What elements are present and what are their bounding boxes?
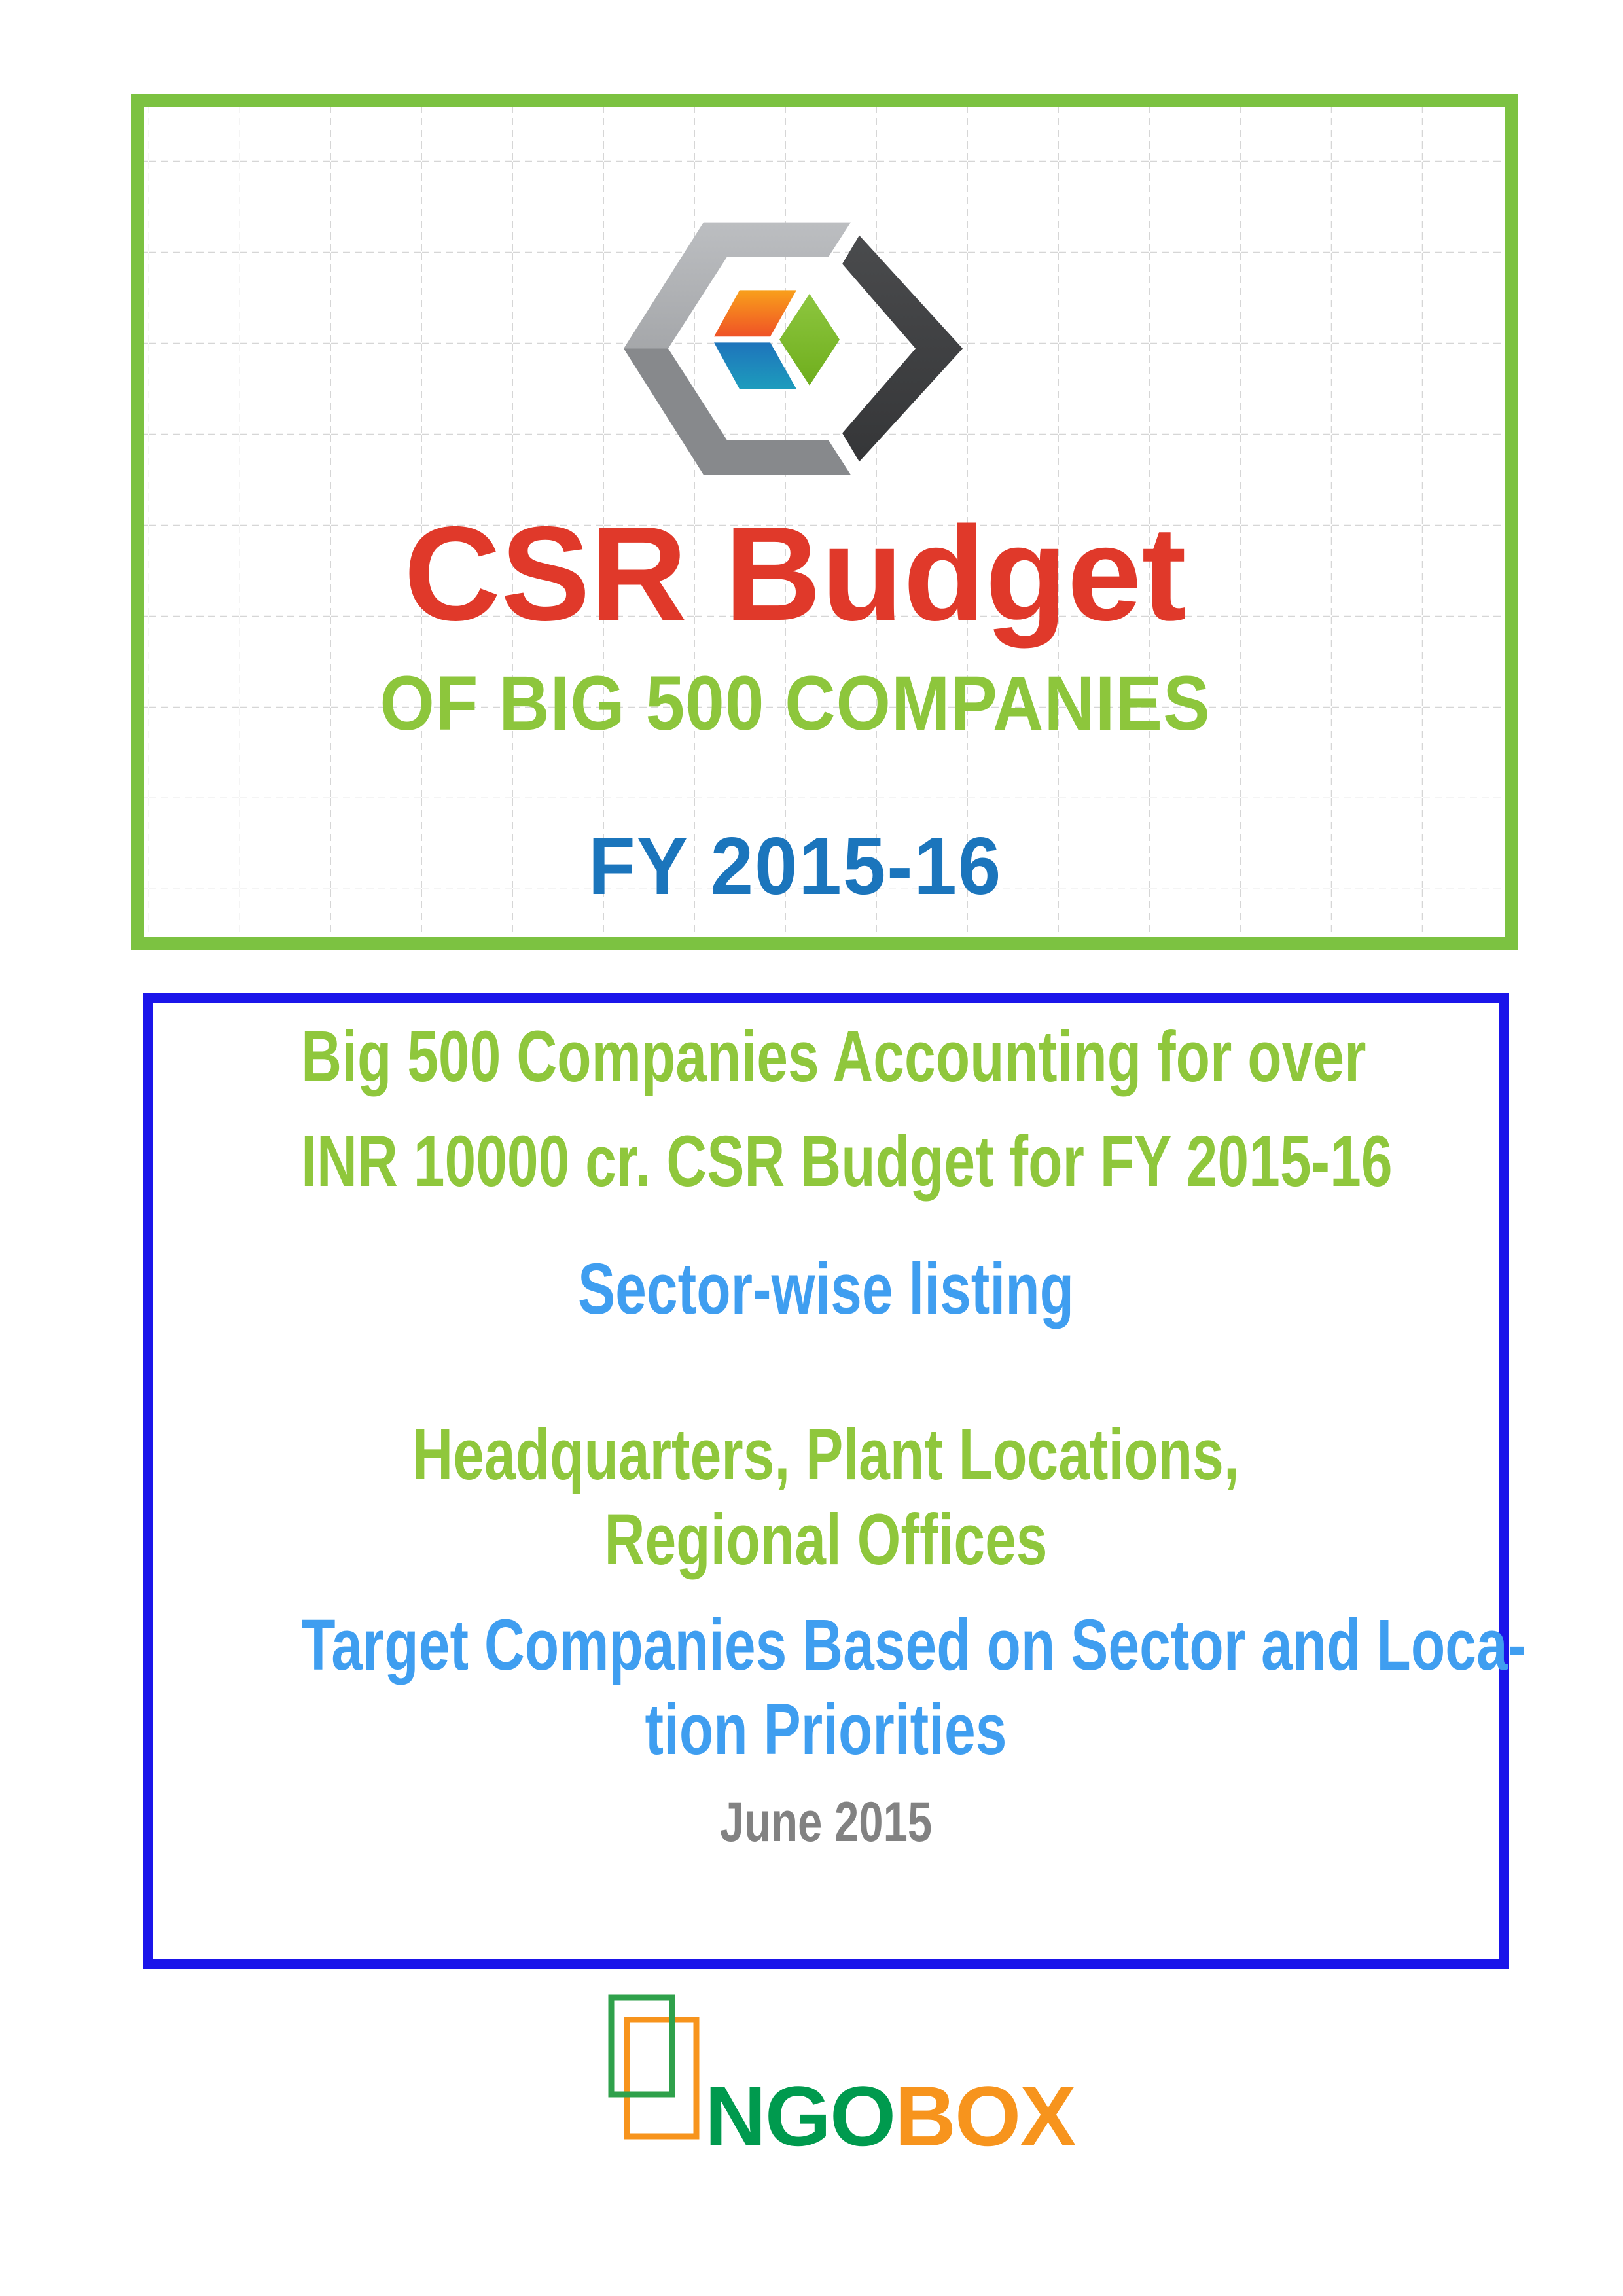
ngobox-wordmark-ngo: NGO	[705, 2068, 895, 2159]
ngobox-logo-icon	[597, 1988, 1081, 2159]
green-square-icon	[611, 1998, 672, 2094]
info-target	[301, 1603, 1527, 1773]
ngobox-wordmark-box: BOX	[895, 2068, 1075, 2159]
banner-fiscal-year: FY 2015-16	[588, 821, 1003, 912]
info-box	[143, 993, 1527, 1969]
info-heading-line1: Big 500 Companies Accounting for over	[301, 1016, 1366, 1097]
banner-title: CSR Budget	[404, 499, 1186, 649]
info-target-line2: tion Priorities	[645, 1689, 1007, 1770]
info-locations	[301, 1412, 1351, 1583]
csr-budget-banner	[131, 94, 1518, 950]
ngobox-wordmark	[705, 2068, 1076, 2159]
orange-square-icon	[627, 2020, 696, 2136]
info-locations-line1: Headquarters, Plant Locations,	[412, 1414, 1240, 1495]
info-target-line1: Target Companies Based on Sector and Loca-	[301, 1604, 1527, 1685]
hexagon-box-logo-icon	[605, 200, 985, 497]
banner-content	[144, 107, 1446, 937]
info-heading-line2: INR 10000 cr. CSR Budget for FY 2015-16	[301, 1121, 1393, 1202]
info-subheading: Sector-wise listing	[577, 1249, 1075, 1329]
banner-subtitle: OF BIG 500 COMPANIES	[380, 660, 1211, 747]
info-date: June 2015	[719, 1791, 933, 1854]
ngobox-logo	[597, 1988, 1081, 2162]
info-locations-line2: Regional Offices	[604, 1499, 1048, 1580]
info-heading	[301, 1003, 1393, 1213]
